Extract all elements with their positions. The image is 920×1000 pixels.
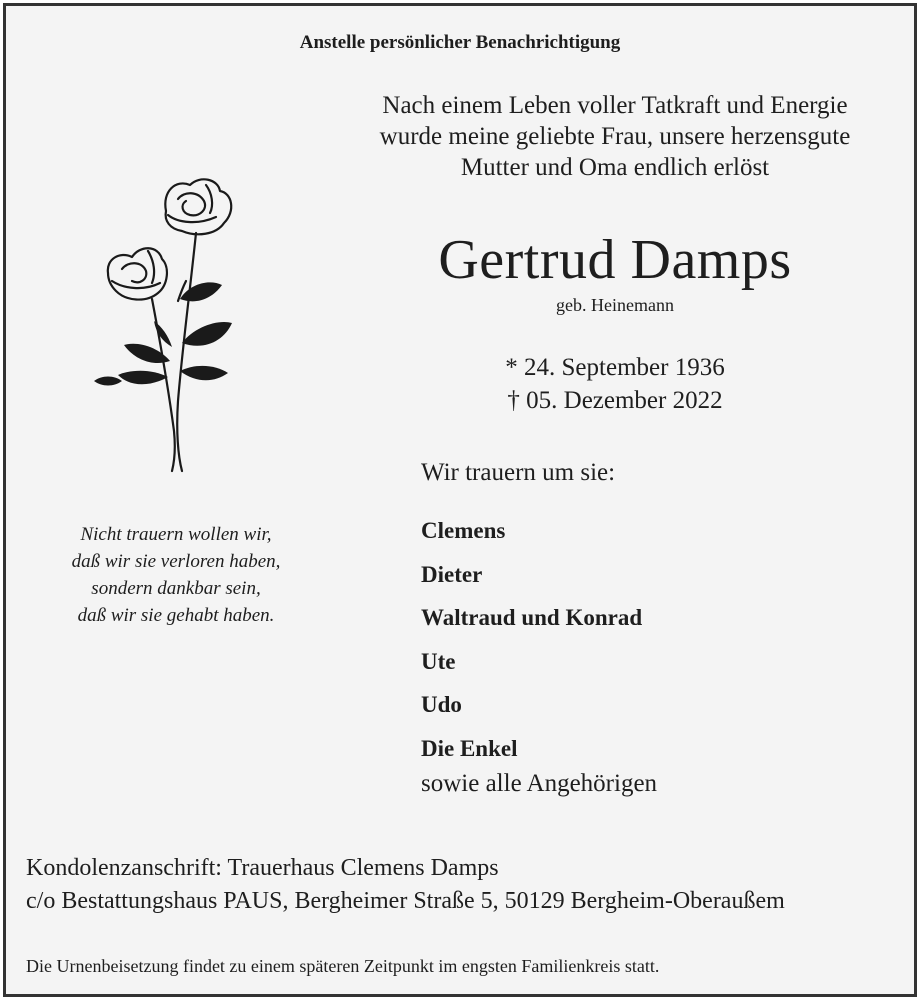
rose-icon: [86, 171, 246, 476]
mourner-name: Waltraud und Konrad: [421, 605, 643, 630]
mourner-name: Clemens: [421, 518, 506, 543]
mourner-name: Dieter: [421, 561, 483, 587]
other-relatives: sowie alle Angehörigen: [421, 770, 658, 797]
intro-text: [326, 90, 904, 183]
mourners-list: [421, 509, 642, 770]
birth-date: * 24. September 1936: [505, 354, 725, 381]
maiden-name: geb. Heinemann: [556, 295, 674, 315]
intro-line: Nach einem Leben voller Tatkraft und Energie: [382, 92, 848, 119]
condolence-line: c/o Bestattungshaus PAUS, Bergheimer Straße 5, 50129 Bergheim-Oberaußem: [26, 888, 785, 914]
life-dates: [326, 351, 904, 417]
intro-line: wurde meine geliebte Frau, unsere herzensgute: [379, 123, 851, 150]
memorial-poem: [26, 521, 326, 629]
poem-line: Nicht trauern wollen wir,: [80, 524, 272, 545]
poem-line: daß wir sie gehabt haben.: [77, 605, 275, 626]
mourner-name: Die Enkel: [421, 735, 518, 761]
condolence-line: Kondolenzanschrift: Trauerhaus Clemens Damps: [26, 855, 499, 881]
poem-line: sondern dankbar sein,: [91, 578, 261, 599]
mourner-name: Udo: [421, 692, 462, 717]
burial-note: Die Urnenbeisetzung findet zu einem späteren Zeitpunkt im engsten Familienkreis statt.: [26, 956, 660, 976]
notice-header: Anstelle persönlicher Benachrichtigung: [299, 32, 621, 53]
intro-line: Mutter und Oma endlich erlöst: [460, 154, 770, 181]
obituary-notice: [3, 3, 917, 997]
condolence-address: [26, 852, 785, 918]
death-date: † 05. Dezember 2022: [507, 387, 723, 414]
deceased-name: Gertrud Damps: [438, 229, 792, 291]
poem-line: daß wir sie verloren haben,: [71, 551, 281, 572]
mourner-name: Ute: [421, 648, 456, 674]
mourning-intro: Wir trauern um sie:: [421, 459, 616, 486]
